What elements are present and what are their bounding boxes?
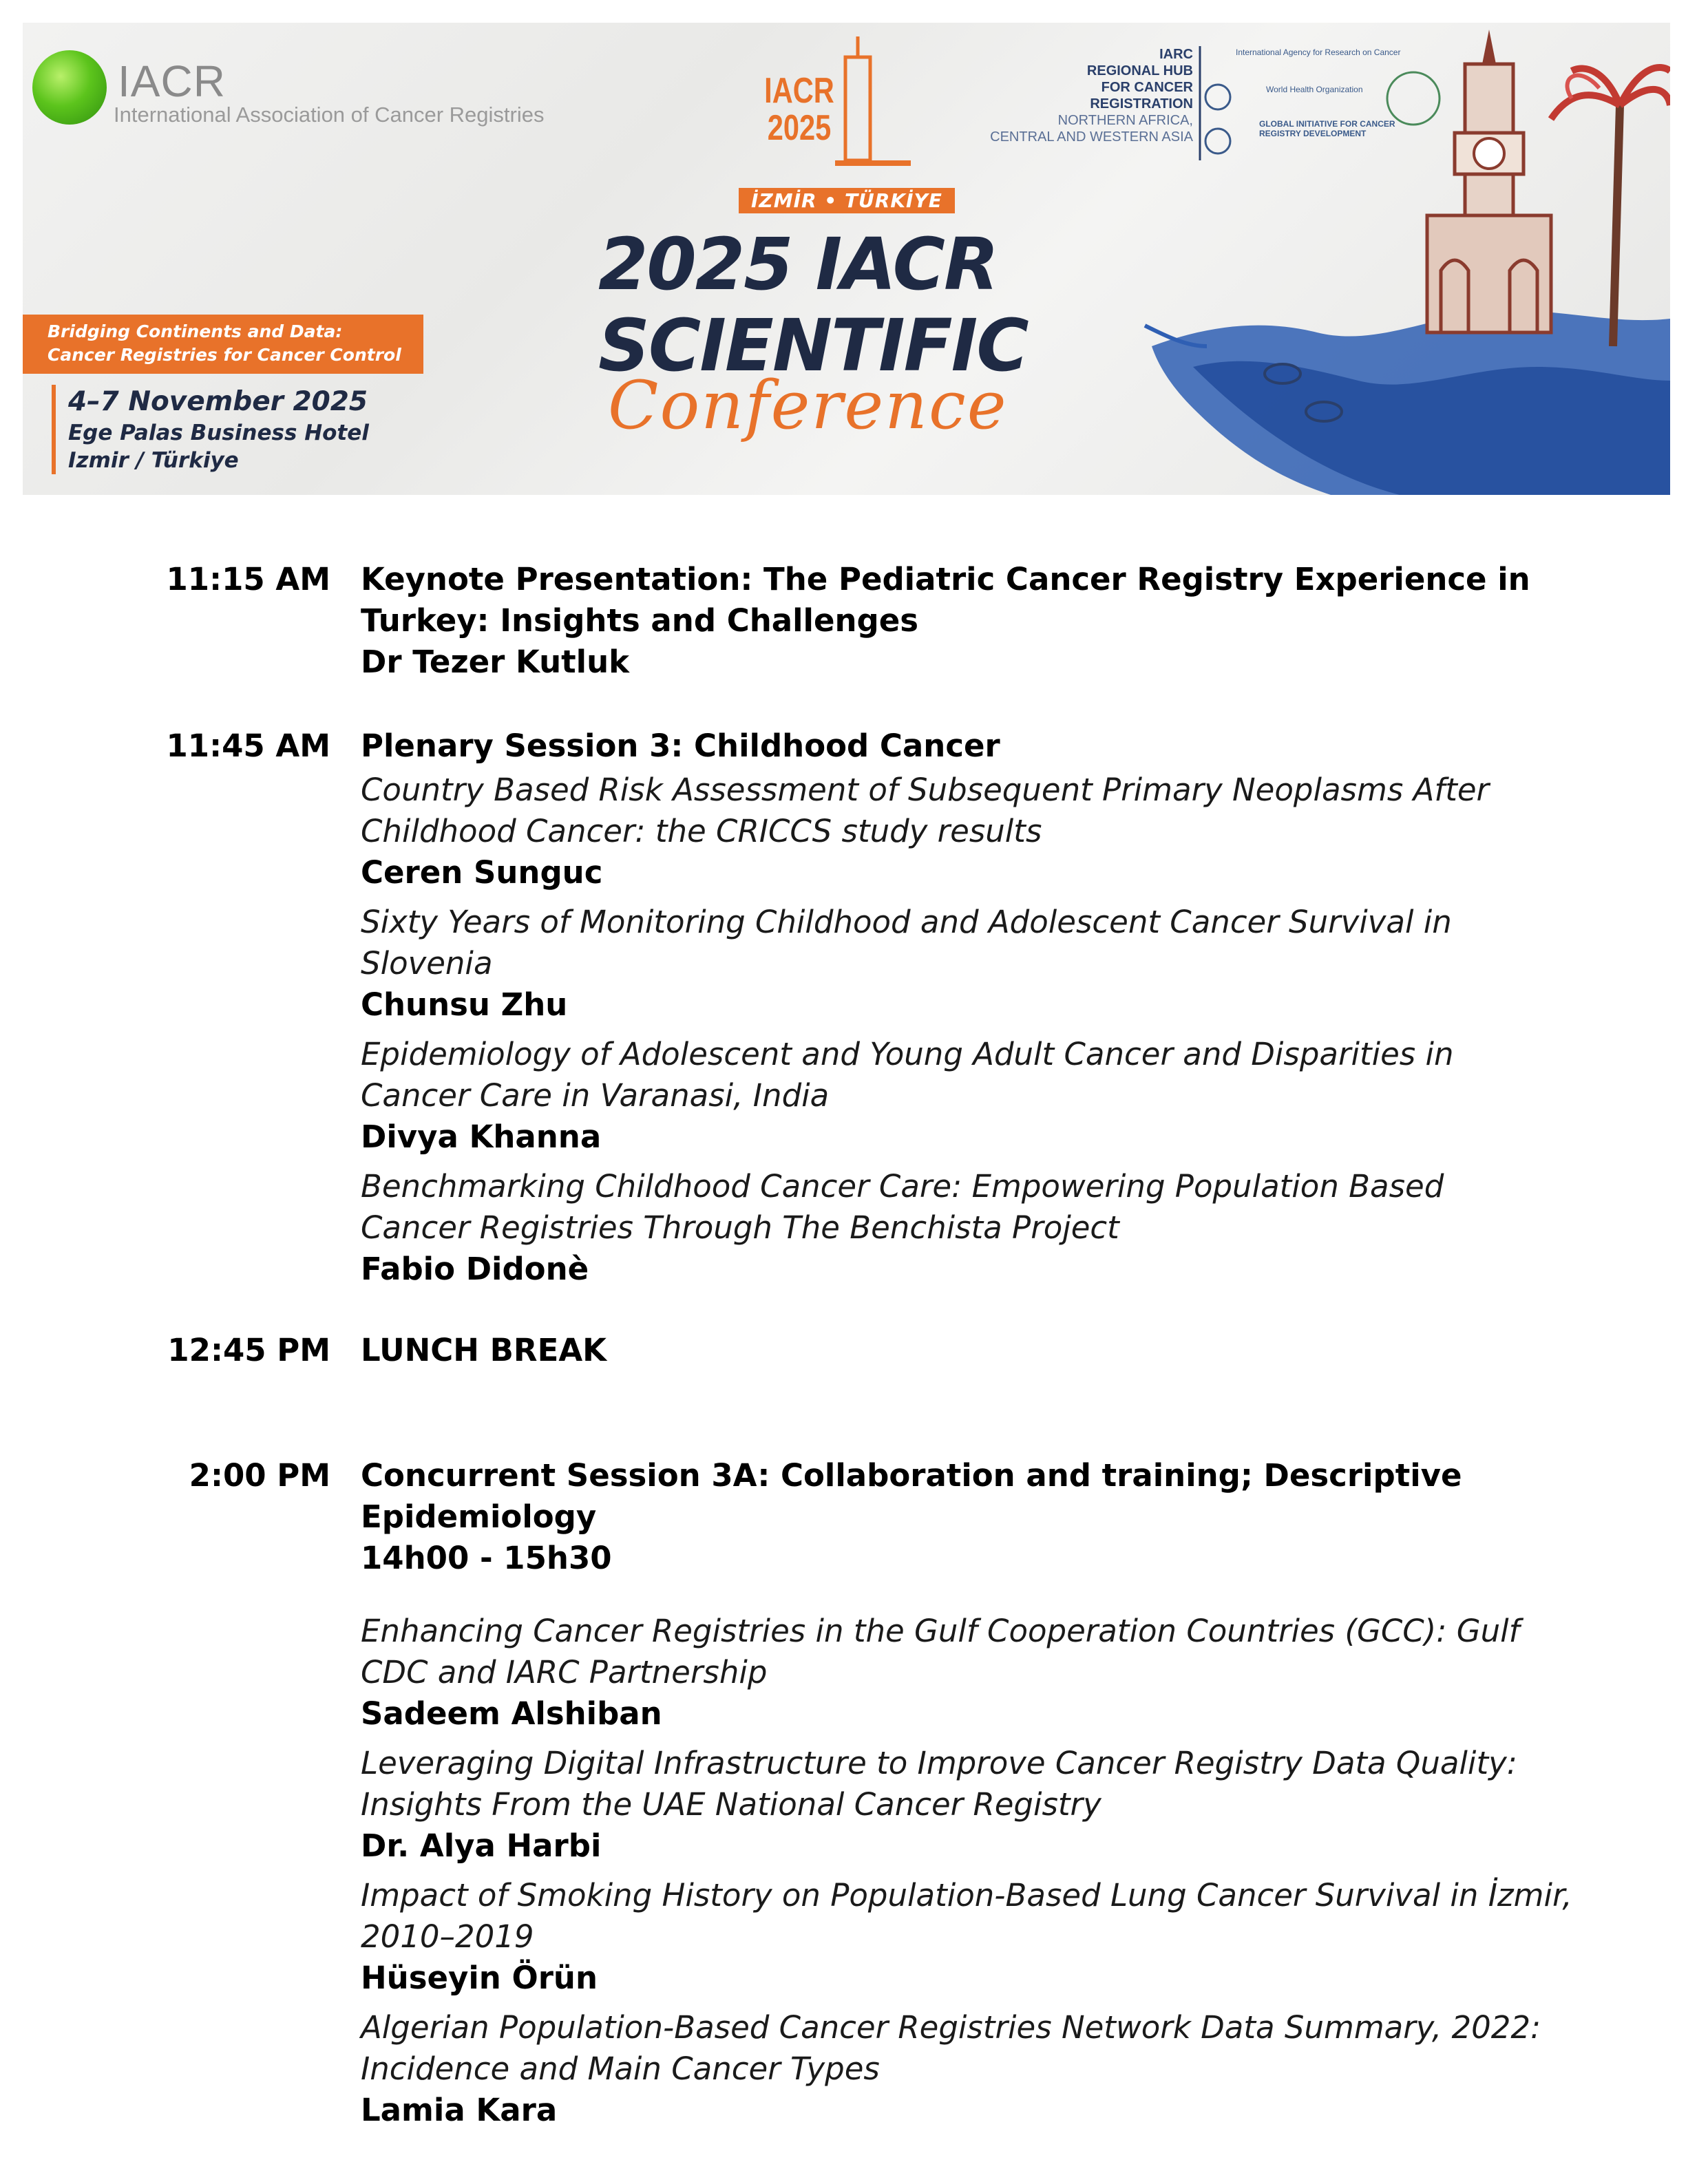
conference-banner <box>23 23 1670 495</box>
concurrent-hours: 14h00 - 15h30 <box>361 1540 612 1576</box>
talk-title-line-2: Slovenia <box>361 945 493 982</box>
talk-speaker: Fabio Didonè <box>361 1251 589 1287</box>
concurrent-title-line-2: Epidemiology <box>361 1498 597 1535</box>
concurrent-title-line-1: Concurrent Session 3A: Collaboration and training; Descriptive <box>361 1457 1462 1494</box>
keynote-block <box>361 559 1586 683</box>
partner-who-label: World Health Organization <box>1266 85 1363 94</box>
concurrent-time: 2:00 PM <box>189 1457 330 1494</box>
talk-item <box>361 1034 1586 1158</box>
keynote-title-line-2: Turkey: Insights and Challenges <box>361 602 919 639</box>
hub-line: REGISTRATION <box>1090 96 1193 112</box>
talk-speaker: Hüseyin Örün <box>361 1960 598 1996</box>
conference-title-line-2: SCIENTIFIC <box>598 304 1028 388</box>
conference-tagline <box>23 315 423 374</box>
talk-item <box>361 902 1586 1026</box>
lunch-label: LUNCH BREAK <box>361 1332 607 1368</box>
plenary-time: 11:45 AM <box>166 728 330 764</box>
talk-title-line-2: Childhood Cancer: the CRICCS study results <box>361 813 1042 849</box>
conference-script-word: Conference <box>608 367 1008 444</box>
talk-title-line-1: Algerian Population-Based Cancer Registries Network Data Summary, 2022: <box>361 2009 1541 2046</box>
talk-title-line-2: Cancer Care in Varanasi, India <box>361 1077 830 1114</box>
talk-item <box>361 1166 1586 1290</box>
talk-title-line-1: Impact of Smoking History on Population-Based Lung Cancer Survival in İzmir, <box>361 1877 1572 1914</box>
city-tag: İZMİR • TÜRKİYE <box>739 188 955 213</box>
talk-title-line-2: Insights From the UAE National Cancer Registry <box>361 1786 1101 1823</box>
tagline-line: Cancer Registries for Cancer Control <box>48 345 401 365</box>
lunch-block <box>361 1330 1586 1371</box>
iacr-logo-full-name: International Association of Cancer Registries <box>114 103 545 127</box>
plenary-block <box>361 725 1586 1298</box>
talk-title-line-1: Enhancing Cancer Registries in the Gulf Cooperation Countries (GCC): Gulf <box>361 1613 1520 1649</box>
talk-title-line-1: Leveraging Digital Infrastructure to Improve Cancer Registry Data Quality: <box>361 1745 1517 1781</box>
concurrent-block <box>361 1455 1586 2139</box>
iacr-logo-abbr: IACR <box>118 56 226 106</box>
talk-speaker: Lamia Kara <box>361 2092 558 2128</box>
talk-speaker: Chunsu Zhu <box>361 986 568 1023</box>
keynote-speaker: Dr Tezer Kutluk <box>361 644 630 680</box>
talk-title-line-2: 2010–2019 <box>361 1918 534 1955</box>
talk-title-line-1: Country Based Risk Assessment of Subsequent Primary Neoplasms After <box>361 772 1490 808</box>
keynote-time: 11:15 AM <box>166 561 330 597</box>
partner-gicr-label: GLOBAL INITIATIVE FOR CANCER REGISTRY DEVELOPMENT <box>1259 119 1395 138</box>
talk-title-line-2: CDC and IARC Partnership <box>361 1654 768 1691</box>
conference-title <box>598 224 1028 386</box>
hub-line: FOR CANCER <box>1101 80 1193 95</box>
talk-speaker: Ceren Sunguc <box>361 854 603 891</box>
hub-line: IARC <box>1159 47 1193 62</box>
talk-item <box>361 770 1586 893</box>
talk-item <box>361 1611 1586 1735</box>
conference-title-line-1: 2025 IACR <box>598 222 998 306</box>
iacr-logo-icon <box>32 50 107 125</box>
event-date: 4–7 November 2025 <box>68 386 368 417</box>
talk-item <box>361 1743 1586 1867</box>
talk-title-line-1: Sixty Years of Monitoring Childhood and Adolescent Cancer Survival in <box>361 904 1452 940</box>
partner-iarc-who <box>1236 47 1401 94</box>
lunch-time: 12:45 PM <box>167 1332 330 1368</box>
regional-hub-label <box>987 46 1193 145</box>
talk-speaker: Dr. Alya Harbi <box>361 1827 602 1864</box>
emblem-line-2: 2025 <box>767 108 832 148</box>
emblem-line-1: IACR <box>764 71 834 111</box>
partner-iarc-label: International Agency for Research on Cancer <box>1236 47 1401 57</box>
talk-speaker: Sadeem Alshiban <box>361 1695 662 1732</box>
keynote-title-line-1: Keynote Presentation: The Pediatric Cancer Registry Experience in <box>361 561 1530 597</box>
talk-title-line-2: Incidence and Main Cancer Types <box>361 2050 880 2087</box>
plenary-title: Plenary Session 3: Childhood Cancer <box>361 728 1000 764</box>
talk-title-line-1: Epidemiology of Adolescent and Young Adult Cancer and Disparities in <box>361 1036 1454 1072</box>
event-venue: Ege Palas Business Hotel <box>68 421 369 445</box>
event-city: Izmir / Türkiye <box>68 448 239 473</box>
hub-line: CENTRAL AND WESTERN ASIA <box>990 129 1193 145</box>
hub-line: REGIONAL HUB <box>1086 63 1193 78</box>
talk-item <box>361 2007 1586 2131</box>
talk-title-line-2: Cancer Registries Through The Benchista Project <box>361 1209 1119 1246</box>
talk-speaker: Divya Khanna <box>361 1119 602 1155</box>
iacr-2025-emblem <box>763 72 835 147</box>
talk-title-line-1: Benchmarking Childhood Cancer Care: Empowering Population Based <box>361 1168 1444 1205</box>
talk-item <box>361 1875 1586 1999</box>
event-info <box>52 385 369 474</box>
hub-line: NORTHERN AFRICA, <box>1057 113 1193 128</box>
tagline-line: Bridging Continents and Data: <box>48 321 343 341</box>
